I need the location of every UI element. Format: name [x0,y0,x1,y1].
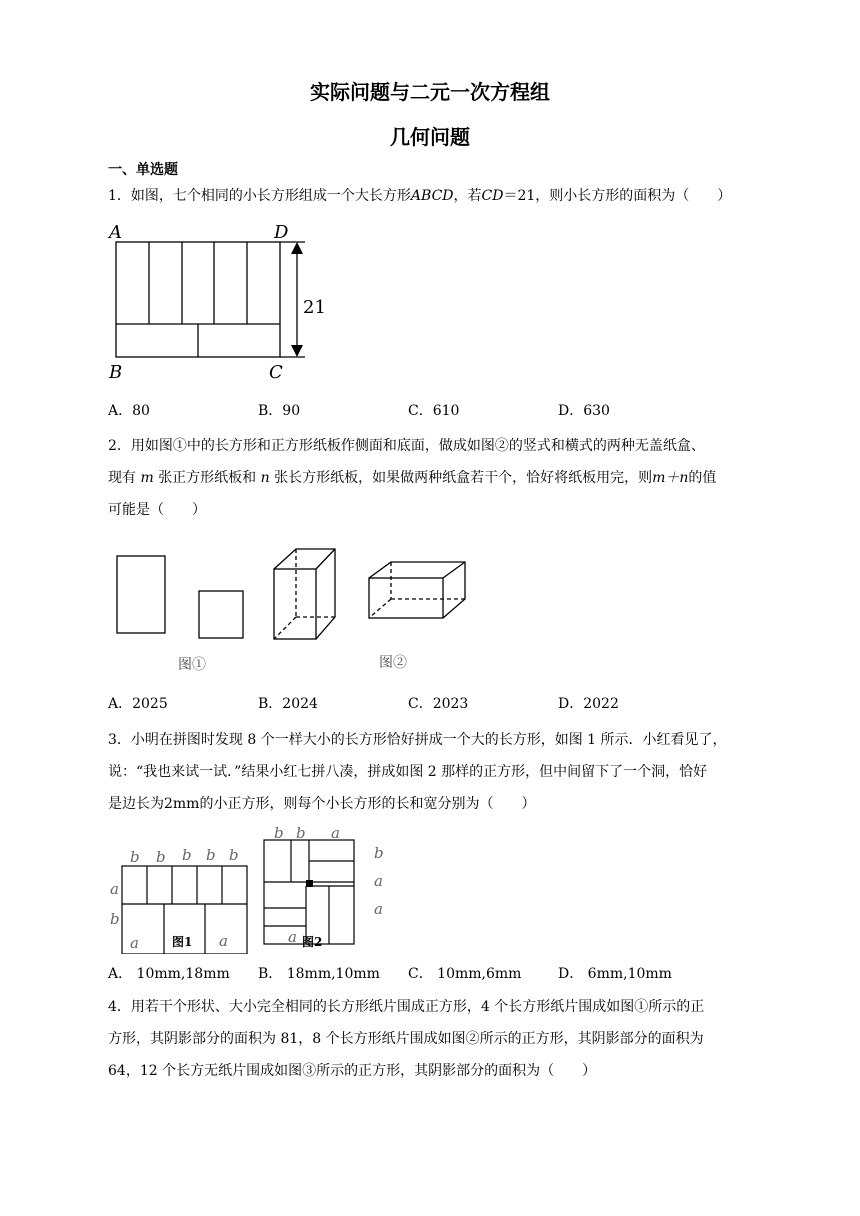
question-3-text: 3．小明在拼图时发现 8 个一样大小的长方形恰好拼成一个大的长方形，如图 1 所示．小红看见了， 说：“我也来试一试．”结果小红七拼八凑，拼成如图 2 那样的正方形，但中间留下了一个洞，恰好 是边长为2mm的小正方形，则每个小长方形的长和宽分别为（ ） [108,732,727,812]
question-3-option-a: A． 10mm,18mm [108,966,230,982]
svg-text:b: b [130,848,140,866]
svg-text:a: a [374,872,383,890]
question-1-option-c: C．610 [408,403,460,419]
figure-caption-2: 图② [379,655,407,671]
svg-text:b: b [206,846,216,864]
question-2-text: 2．用如图①中的长方形和正方形纸板作侧面和底面，做成如图②的竖式和横式的两种无盖纸盒、 现有 m 张正方形纸板和 n 张长方形纸板，如果做两种纸盒若干个，恰好将纸板用完，则m＋n的值 可能是（ ） [108,438,717,518]
square-board [199,591,243,638]
label-a: A [109,222,122,243]
document-subtitle: 几何问题 [390,125,470,149]
question-3-option-b: B． 18mm,10mm [258,966,380,982]
question-2-number: 2． [108,438,131,454]
figure-caption-1: 图① [178,657,206,673]
svg-text:b: b [274,824,284,842]
svg-text:a: a [331,824,340,842]
question-2-option-a: A．2025 [108,696,168,712]
question-3-option-c: C． 10mm,6mm [408,966,522,982]
question-3-number: 3． [108,732,131,748]
question-4-number: 4． [108,999,131,1015]
question-1-option-a: A．80 [108,403,150,419]
svg-text:b: b [374,844,384,862]
svg-text:b: b [110,910,120,928]
svg-text:b: b [296,824,306,842]
svg-text:a: a [130,934,139,952]
rectangle-board [117,556,165,633]
label-b: B [109,362,123,383]
svg-text:a: a [374,900,383,918]
question-4-text: 4．用若干个形状、大小完全相同的长方形纸片围成正方形，4 个长方形纸片围成如图①所示的正 方形，其阴影部分的面积为 81，8 个长方形纸片围成如图②所示的正方形，其阴影部分的面积为 64，12 个长方无纸片围成如图③所示的正方形，其阴影部分的面积为（ ） [108,999,705,1079]
label-d: D [274,222,289,243]
arrow-down-icon [291,345,303,357]
document-title: 实际问题与二元一次方程组 [310,80,550,104]
question-1-figure [105,222,345,387]
dimension-label: 21 [303,297,326,318]
hole-square [306,880,313,887]
svg-text:a: a [219,932,228,950]
figure-caption-1: 图1 [172,935,193,949]
question-3-figure [106,824,396,954]
figure-2-square [264,840,354,944]
section-heading: 一、单选题 [108,162,178,178]
question-1-text: 1．如图，七个相同的小长方形组成一个大长方形ABCD，若CD＝21，则小长方形的面积为（ ） [108,188,732,204]
question-2-option-c: C．2023 [408,696,469,712]
svg-text:b: b [229,846,239,864]
figure-caption-2: 图2 [302,935,323,949]
question-1-number: 1． [108,188,131,204]
question-1-option-d: D．630 [558,403,610,419]
svg-text:a: a [110,880,119,898]
arrow-up-icon [291,242,303,254]
svg-text:b: b [156,848,166,866]
svg-text:a: a [288,928,297,946]
question-2-option-d: D．2022 [558,696,619,712]
horizontal-box [369,562,465,618]
label-c: C [269,362,283,383]
question-3-option-d: D． 6mm,10mm [558,966,672,982]
vertical-box [274,549,335,639]
question-1-option-b: B．90 [258,403,301,419]
svg-text:b: b [182,846,192,864]
question-2-figure [110,540,490,680]
question-2-option-b: B．2024 [258,696,318,712]
